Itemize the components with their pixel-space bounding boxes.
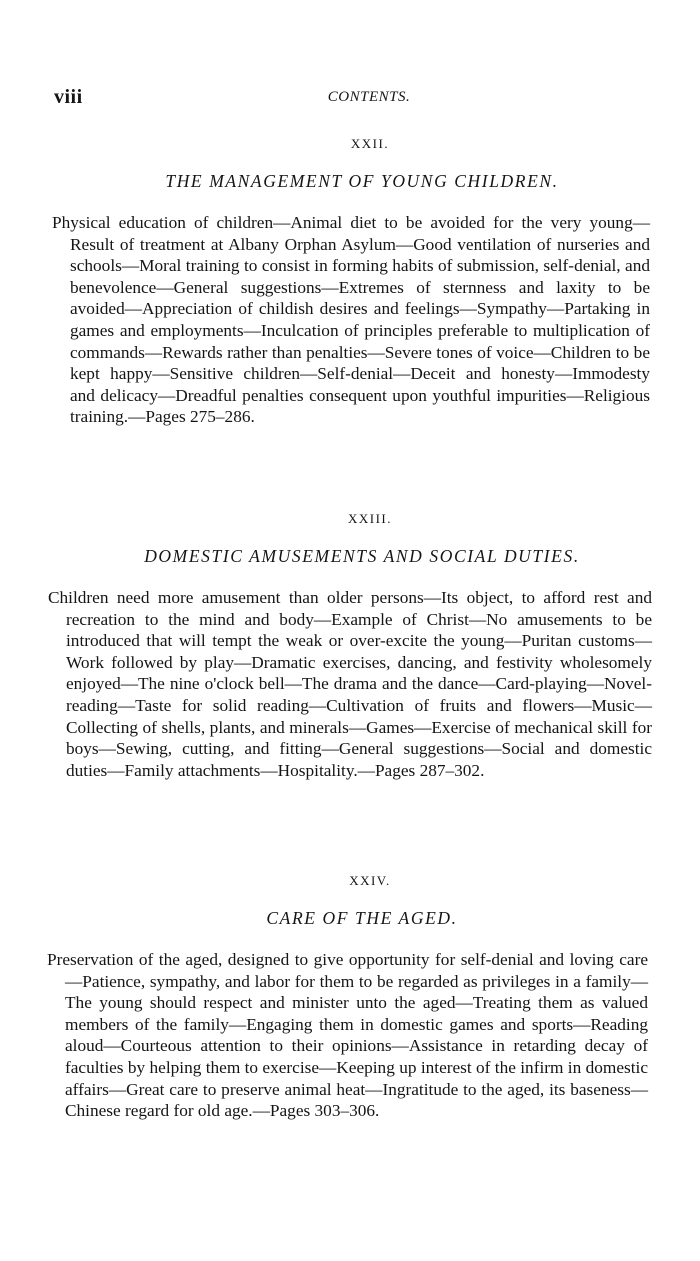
chapter-title: CARE OF THE AGED. xyxy=(266,908,458,928)
chapter-entry xyxy=(0,511,700,781)
running-title: CONTENTS. xyxy=(327,89,411,105)
chapter-entry xyxy=(0,873,700,1122)
chapter-summary: Children need more amusement than older persons—Its object, to afford rest and recreation to the mind and body—Example of Christ—No amusements to be introduced that will tempt the weak or over-excite the young—Puritan customs—Work followed by play—Dramatic exercises, dancing, and festivity wholesomely enjoyed—The nine o'clock bell—The drama and the dance—Card-playing—Novel-reading—Taste for solid reading—Cultivation of fruits and flowers—Music—Collecting of shells, plants, and minerals—Games—Exercise of mechanical skill for boys—Sewing, cutting, and fitting—General suggestions—Social and domestic duties—Family attachments—Hospitality.—Pages 287–302. xyxy=(48,588,652,780)
chapter-title: DOMESTIC AMUSEMENTS AND SOCIAL DUTIES. xyxy=(144,546,580,566)
chapter-summary: Preservation of the aged, designed to give opportunity for self-denial and loving care—Patience, sympathy, and labor for them to be regarded as privileges in a family—The young should respect and minister unto the aged—Treating them as valued members of the family—Engaging them in domestic games and sports—Reading aloud—Courteous attention to their opinions—Assistance in retarding decay of faculties by helping them to exercise—Keeping up interest of the infirm in domestic affairs—Great care to preserve animal heat—Ingratitude to the aged, its baseness—Chinese regard for old age.—Pages 303–306. xyxy=(47,950,648,1121)
page-number: viii xyxy=(54,86,83,108)
chapter-summary: Physical education of children—Animal diet to be avoided for the very young—Result of treatment at Albany Orphan Asylum—Good ventilation of nurseries and schools—Moral training to consist in forming habits of submission, self-denial, and benevolence—General suggestions—Extremes of sternness and laxity to be avoided—Appreciation of childish desires and feelings—Sympathy—Partaking in games and employments—Inculcation of principles preferable to multiplication of commands—Rewards rather than penalties—Severe tones of voice—Children to be kept happy—Sensitive children—Self-denial—Deceit and honesty—Immodesty and delicacy—Dreadful penalties consequent upon youthful impurities—Religious training.—Pages 275–286. xyxy=(52,213,650,427)
chapter-numeral: XXIV. xyxy=(349,873,391,888)
chapter-numeral: XXII. xyxy=(350,136,390,151)
chapter-title: THE MANAGEMENT OF YOUNG CHILDREN. xyxy=(165,171,559,191)
chapter-entry xyxy=(0,136,700,428)
chapter-numeral: XXIII. xyxy=(347,511,392,526)
running-head xyxy=(54,86,644,110)
